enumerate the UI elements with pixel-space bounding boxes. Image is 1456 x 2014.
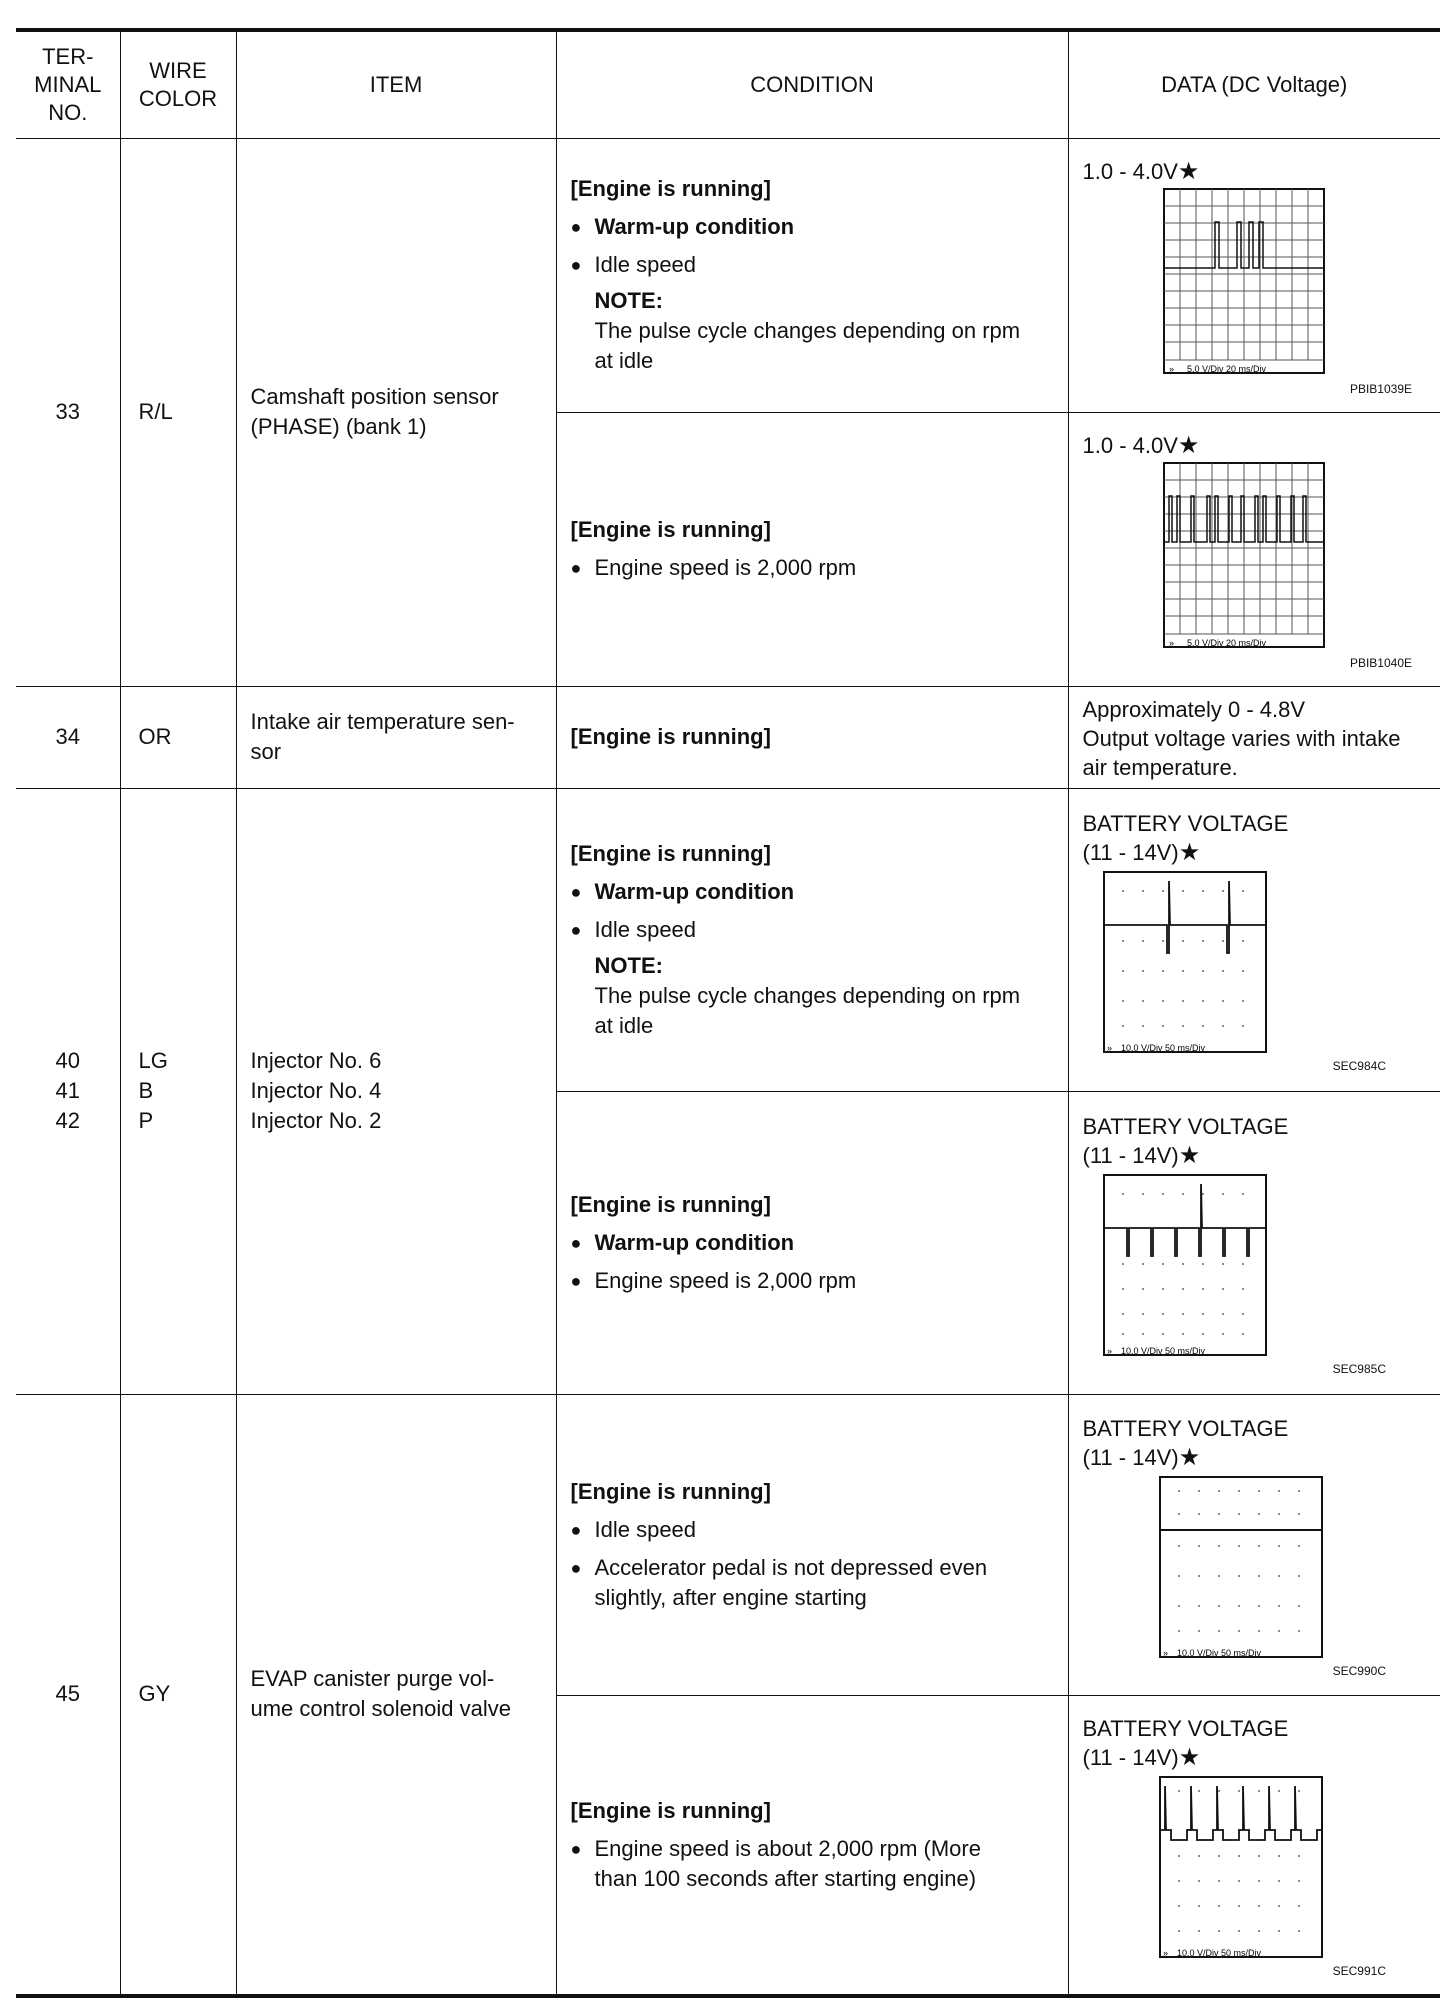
figure-id: SEC985C [1332, 1361, 1386, 1376]
voltage-value: 1.0 - 4.0V [1082, 432, 1178, 458]
condition-cell: [Engine is running] ● Warm-up condition ● Idle speed NOTE: The pulse cycle changes depending on rpm at idle [556, 138, 1068, 412]
bullet-icon: ● [570, 558, 582, 578]
bullet-icon: ● [570, 1519, 582, 1540]
condition-title: [Engine is running] [556, 686, 1068, 788]
star-icon: ★ [1178, 1443, 1201, 1471]
table-row [16, 1394, 1440, 1695]
arrow-icon: » [1162, 1947, 1168, 1958]
arrow-icon: » [1168, 637, 1174, 648]
condition-title: [Engine is running] [570, 176, 771, 201]
terminal-number: 33 [16, 138, 120, 686]
header-wire-color: WIRE COLOR [120, 30, 236, 138]
bullet-icon: ● [570, 919, 582, 940]
scope-scale-label: 10.0 V/Div 50 ms/Div [1176, 1647, 1261, 1658]
figure-id: SEC990C [1332, 1663, 1386, 1678]
voltage-range: (11 - 14V) [1082, 839, 1179, 865]
figure-id: SEC991C [1332, 1963, 1386, 1978]
oscilloscope-waveform [1159, 1776, 1359, 1962]
bullet-icon: ● [570, 1557, 582, 1578]
scope-scale-label: 5.0 V/Div 20 ms/Div [1186, 637, 1266, 648]
terminal-number: 45 [16, 1394, 120, 1996]
star-icon: ★ [1178, 1743, 1201, 1771]
condition-cell: [Engine is running] ● Engine speed is about 2,000 rpm (More than 100 seconds after starting engine) [556, 1695, 1068, 1996]
data-cell [1068, 1394, 1440, 1695]
wire-color: GY [120, 1394, 236, 1996]
condition-cell: [Engine is running] ● Idle speed ● Accelerator pedal is not depressed even slightly, after engine starting [556, 1394, 1068, 1695]
arrow-icon: » [1168, 363, 1174, 374]
voltage-label: BATTERY VOLTAGE [1082, 1415, 1289, 1441]
scope-scale-label: 10.0 V/Div 50 ms/Div [1176, 1947, 1261, 1958]
condition-title: [Engine is running] [570, 1478, 771, 1504]
figure-id: PBIB1040E [1349, 655, 1412, 670]
figure-id: SEC984C [1332, 1058, 1386, 1073]
data-cell [1068, 1091, 1440, 1394]
terminal-data-table [16, 28, 1440, 1998]
condition-title: [Engine is running] [570, 1797, 771, 1823]
data-cell [1068, 788, 1440, 1091]
condition-title: [Engine is running] [570, 1191, 771, 1217]
star-icon: ★ [1178, 1141, 1201, 1169]
data-cell [1068, 412, 1440, 686]
table-row [16, 138, 1440, 412]
star-icon: ★ [1178, 838, 1201, 866]
wire-colors: LG B P [120, 788, 236, 1394]
voltage-label: BATTERY VOLTAGE [1082, 810, 1289, 836]
arrow-icon: » [1106, 1042, 1112, 1053]
wire-color: R/L [120, 138, 236, 686]
data-cell [1068, 138, 1440, 412]
scope-scale-label: 10.0 V/Div 50 ms/Div [1120, 1345, 1205, 1356]
voltage-label: BATTERY VOLTAGE [1082, 1715, 1289, 1741]
condition-cell: [Engine is running] ● Warm-up condition ● Engine speed is 2,000 rpm [556, 1091, 1068, 1394]
oscilloscope-waveform [1103, 871, 1303, 1057]
item-name: Intake air temperature sen- sor [236, 686, 556, 788]
header-row [16, 30, 1440, 138]
header-data: DATA (DC Voltage) [1068, 30, 1440, 138]
data-cell: Approximately 0 - 4.8V Output voltage varies with intake air temperature. [1068, 686, 1440, 788]
scope-scale-label: 5.0 V/Div 20 ms/Div [1186, 363, 1266, 374]
condition-title: [Engine is running] [570, 840, 771, 866]
terminal-number: 34 [16, 686, 120, 788]
oscilloscope-waveform [1163, 188, 1403, 380]
item-names: Injector No. 6 Injector No. 4 Injector No. 2 [236, 788, 556, 1394]
oscilloscope-waveform [1163, 462, 1403, 654]
voltage-label: BATTERY VOLTAGE [1082, 1113, 1289, 1139]
scope-scale-label: 10.0 V/Div 50 ms/Div [1120, 1042, 1205, 1053]
voltage-value: 1.0 - 4.0V [1082, 158, 1178, 184]
voltage-range: (11 - 14V) [1082, 1142, 1179, 1168]
star-icon: ★ [1177, 157, 1200, 185]
bullet-icon: ● [570, 1232, 582, 1253]
table-row [16, 686, 1440, 788]
condition-cell: [Engine is running] ● Warm-up condition ● Idle speed NOTE: The pulse cycle changes depending on rpm at idle [556, 788, 1068, 1091]
bullet-icon: ● [570, 1838, 582, 1859]
condition-cell: [Engine is running] ● Engine speed is 2,000 rpm [556, 412, 1068, 686]
arrow-icon: » [1162, 1647, 1168, 1658]
header-condition: CONDITION [556, 30, 1068, 138]
voltage-range: (11 - 14V) [1082, 1744, 1179, 1770]
header-terminal: TER- MINAL NO. [16, 30, 120, 138]
bullet-icon: ● [570, 255, 582, 275]
terminal-numbers: 40 41 42 [16, 788, 120, 1394]
star-icon: ★ [1177, 431, 1200, 459]
bullet-icon: ● [570, 1270, 582, 1291]
header-item: ITEM [236, 30, 556, 138]
wire-color: OR [120, 686, 236, 788]
oscilloscope-waveform [1103, 1174, 1303, 1360]
note-title: NOTE: [594, 952, 663, 978]
figure-id: PBIB1039E [1349, 381, 1412, 396]
condition-title: [Engine is running] [570, 517, 771, 542]
item-name: Camshaft position sensor (PHASE) (bank 1) [236, 138, 556, 686]
bullet-icon: ● [570, 881, 582, 902]
item-name: EVAP canister purge vol- ume control solenoid valve [236, 1394, 556, 1996]
data-cell [1068, 1695, 1440, 1996]
voltage-range: (11 - 14V) [1082, 1444, 1179, 1470]
bullet-icon: ● [570, 217, 582, 237]
arrow-icon: » [1106, 1345, 1112, 1356]
oscilloscope-waveform [1159, 1476, 1359, 1662]
note-title: NOTE: [594, 288, 663, 313]
table-row [16, 788, 1440, 1091]
